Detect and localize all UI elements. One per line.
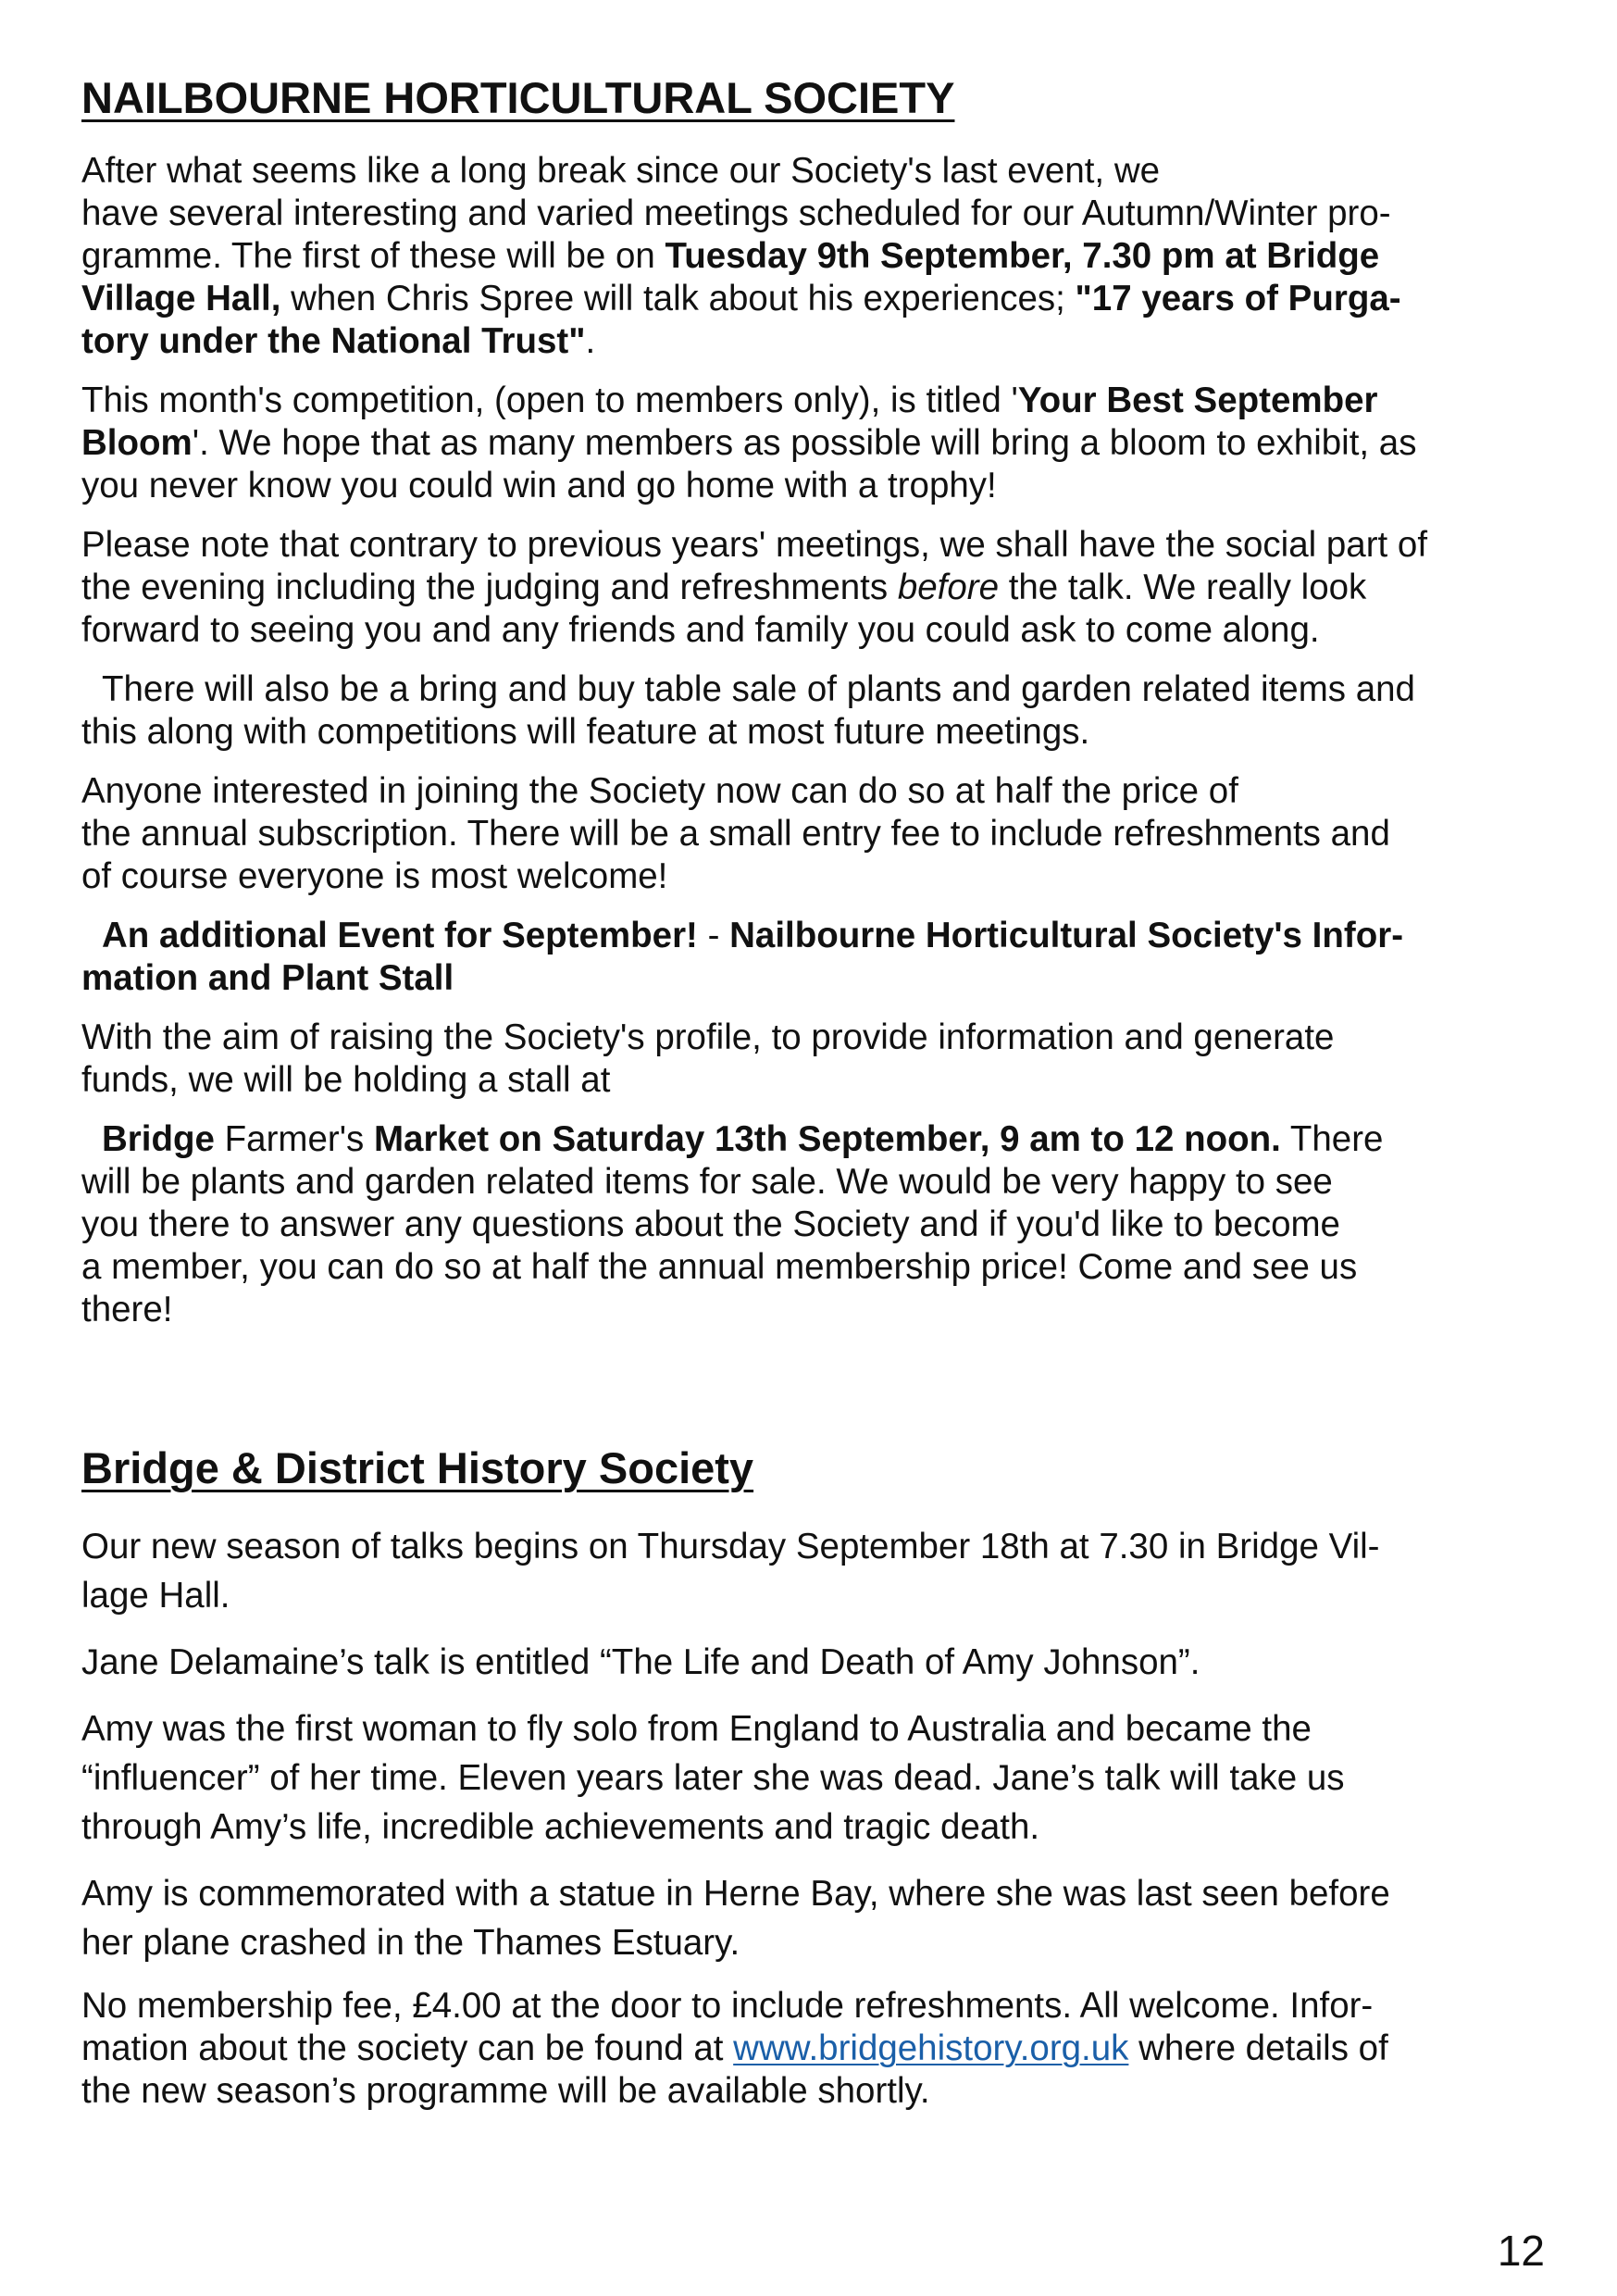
paragraph-membership [81,1985,1558,2113]
section-spacer [81,1331,1558,1442]
text-span: After what seems like a long break since our Society's last event, we [81,151,1161,191]
text-span: you there to answer any questions about the Society and if you'd like to become [81,1204,1340,1244]
talk-title-bold: tory under the National Trust" [81,321,586,361]
paragraph-additional-event [81,915,1558,1000]
market-location-bold: Bridge [102,1119,215,1159]
text-span: Amy was the first woman to fly solo from England to Australia and became the [81,1709,1312,1749]
text-span: There [1280,1119,1384,1159]
text-span: funds, we will be holding a stall at [81,1060,611,1100]
paragraph-new-season [81,1522,1558,1620]
paragraph-talk-title [81,1638,1558,1687]
paragraph-amy-johnson [81,1704,1558,1852]
text-span: the new season’s programme will be available shortly. [81,2071,930,2111]
history-society-heading: Bridge & District History Society [81,1443,754,1492]
competition-title-bold: Your Best September [1017,381,1378,420]
plant-stall-title-bold: mation and Plant Stall [81,958,454,998]
history-society-website-link[interactable]: www.bridgehistory.org.uk [733,2028,1129,2068]
text-span: her plane crashed in the Thames Estuary. [81,1923,740,1963]
text-span: you never know you could win and go home with a trophy! [81,466,997,505]
horticultural-society-heading: NAILBOURNE HORTICULTURAL SOCIETY [81,73,955,122]
text-span: the evening including the judging and refreshments [81,568,898,607]
text-span: '. We hope that as many members as possible will bring a bloom to exhibit, as [192,423,1417,463]
text-span: have several interesting and varied meetings scheduled for our Autumn/Winter pro- [81,193,1391,233]
text-span: this along with competitions will feature at most future meetings. [81,712,1090,752]
text-span: of course everyone is most welcome! [81,856,668,896]
text-span: - [697,916,730,955]
history-society-section [81,1442,1558,2113]
text-span: . [585,321,596,361]
paragraph-joining [81,770,1558,898]
text-span: Amy is commemorated with a statue in Herne Bay, where she was last seen before [81,1874,1390,1914]
text-span: the annual subscription. There will be a small entry fee to include refreshments and [81,814,1390,854]
text-span: This month's competition, (open to members only), is titled ' [81,381,1018,420]
page-number: 12 [1497,2227,1545,2275]
text-span: a member, you can do so at half the annual membership price! Come and see us [81,1247,1358,1287]
paragraph-competition [81,380,1558,507]
text-span: There will also be a bring and buy table sale of plants and garden related items and [102,669,1415,709]
paragraph-farmers-market [81,1118,1558,1331]
text-span: lage Hall. [81,1576,230,1616]
text-span: gramme. The first of these will be on [81,236,665,276]
additional-event-bold: An additional Event for September! [102,916,698,955]
paragraph-social-part [81,524,1558,652]
text-span: mation about the society can be found at [81,2028,734,2068]
paragraph-autumn-meetings [81,150,1558,363]
competition-title-bold: Bloom [81,423,193,463]
plant-stall-title-bold: Nailbourne Horticultural Society's Infor- [729,916,1404,955]
talk-title-bold: "17 years of Purga- [1075,279,1401,318]
text-span: there! [81,1290,173,1329]
meeting-venue-bold: Village Hall, [81,279,281,318]
paragraph-stall-aim [81,1017,1558,1102]
text-span: where details of [1128,2028,1388,2068]
paragraph-bring-and-buy [81,668,1558,754]
text-span: forward to seeing you and any friends and family you could ask to come along. [81,610,1320,650]
text-span: With the aim of raising the Society's profile, to provide information and generate [81,1017,1335,1057]
text-span: the talk. We really look [999,568,1367,607]
emphasis-italic: before [897,568,999,607]
text-span: when Chris Spree will talk about his experiences; [280,279,1076,318]
page-content [81,72,1558,2130]
text-span: Anyone interested in joining the Society now can do so at half the price of [81,771,1238,811]
text-span: Please note that contrary to previous years' meetings, we shall have the social part of [81,525,1428,565]
text-span: No membership fee, £4.00 at the door to include refreshments. All welcome. Infor- [81,1986,1374,2026]
text-span: “influencer” of her time. Eleven years later she was dead. Jane’s talk will take us [81,1758,1345,1798]
paragraph-statue [81,1869,1558,1967]
meeting-date-bold: Tuesday 9th September, 7.30 pm at Bridge [665,236,1380,276]
text-span: Jane Delamaine’s talk is entitled “The Life and Death of Amy Johnson”. [81,1642,1200,1682]
text-span: through Amy’s life, incredible achievements and tragic death. [81,1807,1040,1847]
text-span: Farmer's [214,1119,374,1159]
text-span: Our new season of talks begins on Thursday September 18th at 7.30 in Bridge Vil- [81,1527,1380,1566]
horticultural-society-section [81,72,1558,1331]
market-date-bold: Market on Saturday 13th September, 9 am to 12 noon. [373,1119,1281,1159]
text-span: will be plants and garden related items for sale. We would be very happy to see [81,1162,1333,1202]
